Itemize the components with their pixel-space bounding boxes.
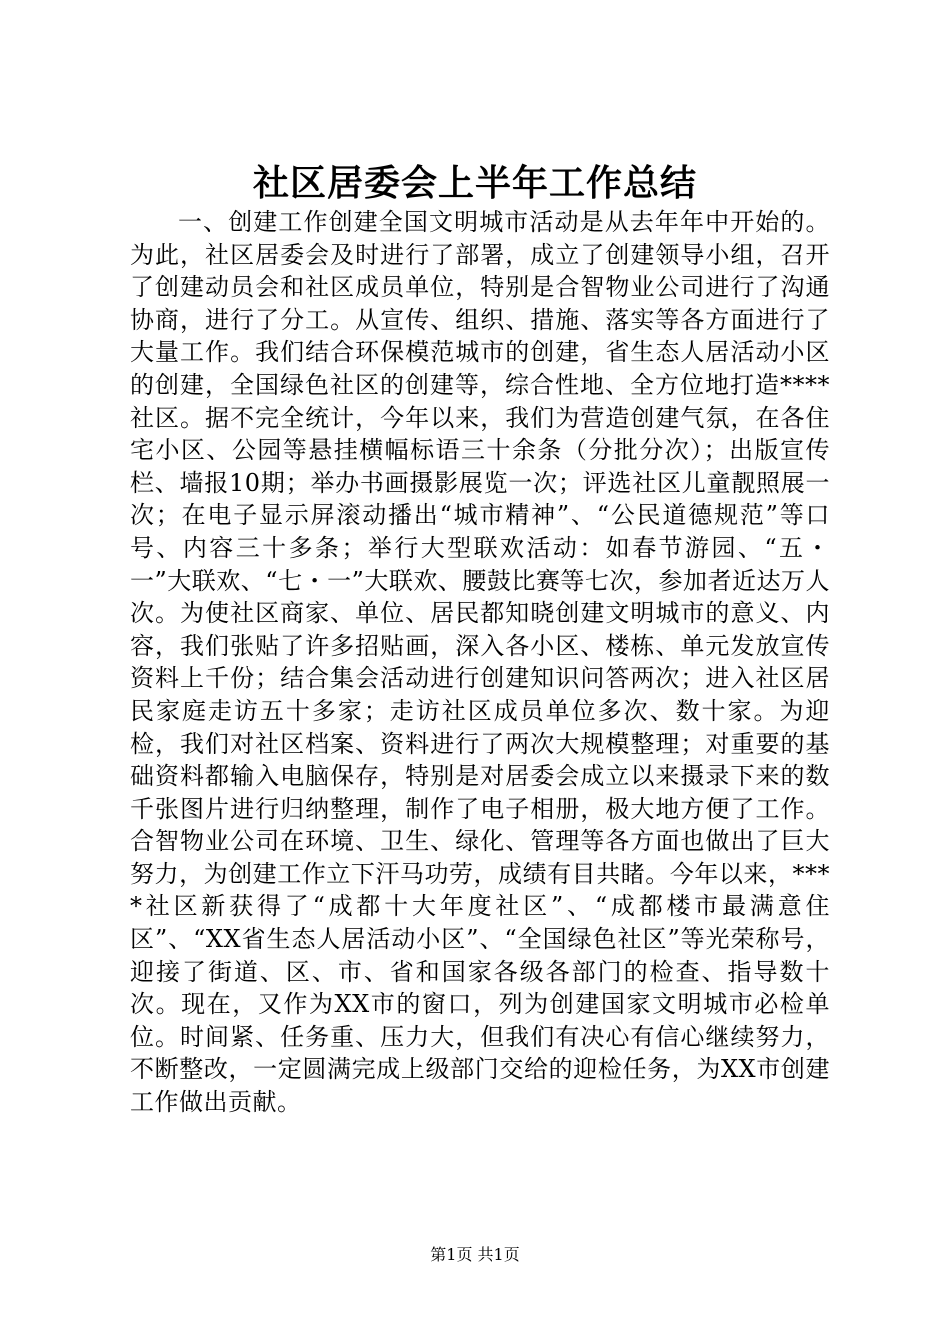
body-paragraph: 一、创建工作创建全国文明城市活动是从去年年中开始的。为此，社区居委会及时进行了部署，成立了创建领导小组，召开了创建动员会和社区成员单位，特别是合智物业公司进行了沟通协商，进行了分工。从宣传、组织、措施、落实等各方面进行了大量工作。我们结合环保模范城市的创建，省生态人居活动小区的创建，全国绿色社区的创建等，综合性地、全方位地打造****社区。据不完全统计，今年以来，我们为营造创建气氛，在各住宅小区、公园等悬挂横幅标语三十余条（分批分次）；出版宣传栏、墙报10期；举办书画摄影展览一次；评选社区儿童靓照展一次；在电子显示屏滚动播出“城市精神”、“公民道德规范”等口号、内容三十多条；举行大型联欢活动：如春节游园、“五・一”大联欢、“七・一”大联欢、腰鼓比赛等七次，参加者近达万人次。为使社区商家、单位、居民都知晓创建文明城市的意义、内容，我们张贴了许多招贴画，深入各小区、楼栋、单元发放宣传资料上千份；结合集会活动进行创建知识问答两次；进入社区居民家庭走访五十多家；走访社区成员单位多次、数十家。为迎检，我们对社区档案、资料进行了两次大规模整理；对重要的基础资料都输入电脑保存，特别是对居委会成立以来摄录下来的数千张图片进行归纳整理，制作了电子相册，极大地方便了工作。合智物业公司在环境、卫生、绿化、管理等各方面也做出了巨大努力，为创建工作立下汗马功劳，成绩有目共睹。今年以来，****社区新获得了“成都十大年度社区”、“成都楼市最满意住区”、“XX省生态人居活动小区”、“全国绿色社区”等光荣称号，迎接了街道、区、市、省和国家各级各部门的检查、指导数十次。现在，又作为XX市的窗口，列为创建国家文明城市必检单位。时间紧、任务重、压力大，但我们有决心有信心继续努力，不断整改，一定圆满完成上级部门交给的迎检任务，为XX市创建工作做出贡献。 [130,208,830,1117]
document-title: 社区居委会上半年工作总结 [252,162,697,204]
page-number-footer: 第1页 共1页 [430,1245,520,1264]
